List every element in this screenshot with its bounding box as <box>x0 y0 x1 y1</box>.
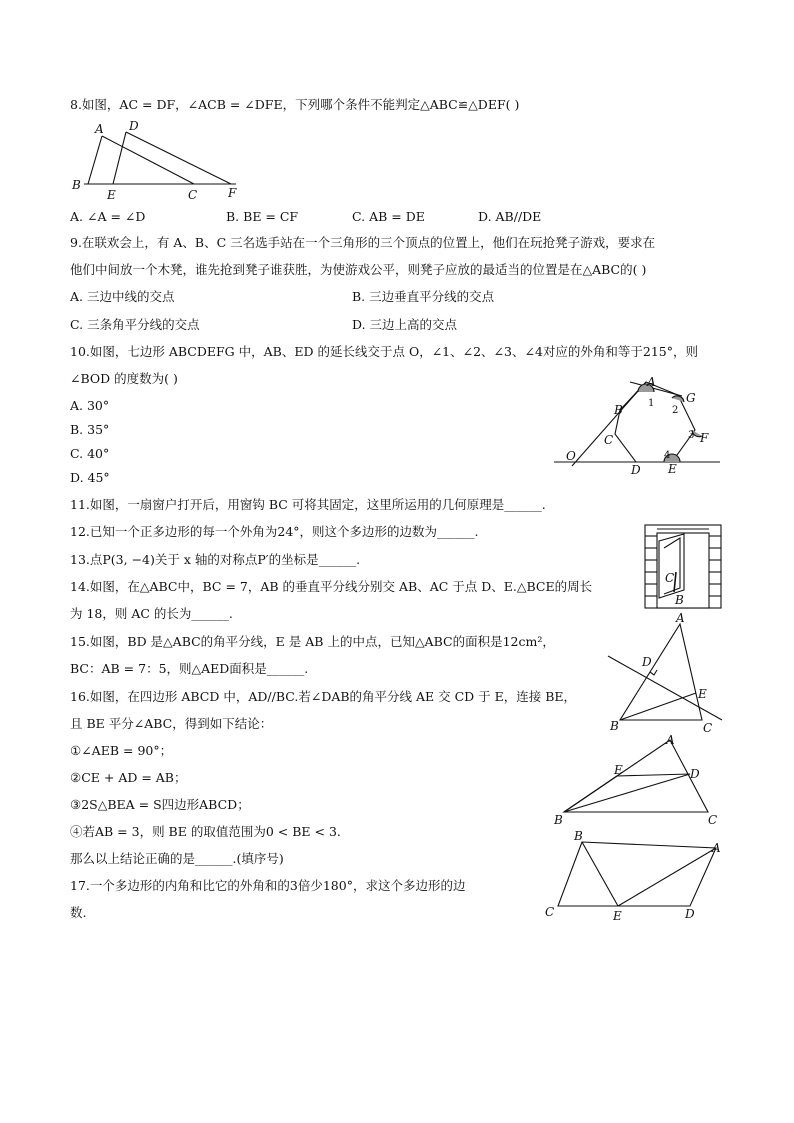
q16-label-c: C <box>545 905 555 919</box>
q10-heptagon-figure <box>552 372 732 477</box>
q10-angle-2: 2 <box>672 405 679 416</box>
q16-conclusion-4: ④若AB = 3，则 BE 的取值范围为0 < BE < 3. <box>70 824 341 839</box>
q8-label-a: A <box>95 122 104 136</box>
q8-label-e: E <box>107 188 116 202</box>
q10-label-g: G <box>686 391 696 405</box>
q10-option-d: D. 45° <box>70 470 110 485</box>
q10-label-d: D <box>631 463 641 477</box>
q16-conclusion-3: ③2S△BEA = S四边形ABCD； <box>70 797 250 812</box>
q8-option-d: D. AB//DE <box>478 209 542 224</box>
q14-line2: 为 18，则 AC 的长为______. <box>70 606 233 621</box>
q10-label-e: E <box>668 462 677 476</box>
q11-window-figure <box>644 524 724 610</box>
q8-option-a: A. ∠A = ∠D <box>70 209 146 224</box>
q9-line2: 他们中间放一个木凳，谁先抢到凳子谁获胜，为使游戏公平，则凳子应放的最适当的位置是在△ABC的( ) <box>70 262 647 277</box>
q9-option-b: B. 三边垂直平分线的交点 <box>352 289 495 304</box>
q16-line1: 16.如图，在四边形 ABCD 中，AD//BC.若∠DAB的角平分线 AE 交 CD 于 E，连接 BE， <box>70 689 577 704</box>
q13-text: 13.点P(3, −4)关于 x 轴的对称点P′的坐标是______. <box>70 552 361 567</box>
q8-label-b: B <box>72 178 81 192</box>
q10-option-a: A. 30° <box>70 398 110 413</box>
q16-conclusion-2: ②CE + AD = AB； <box>70 770 187 785</box>
q17-line2: 数. <box>70 905 87 920</box>
q8-option-c: C. AB = DE <box>352 209 425 224</box>
q16-label-b: B <box>574 829 583 843</box>
q8-label-c: C <box>188 188 198 202</box>
q15-label-c: C <box>708 813 718 827</box>
q9-line1: 9.在联欢会上，有 A、B、C 三名选手站在一个三角形的三个顶点的位置上，他们在玩抢凳子游戏，要求在 <box>70 235 656 250</box>
q14-line1: 14.如图，在△ABC中，BC = 7，AB 的垂直平分线分别交 AB、AC 于点 D、E.△BCE的周长 <box>70 579 593 594</box>
q8-option-b: B. BE = CF <box>226 209 299 224</box>
q15-line2: BC：AB = 7：5，则△AED面积是______. <box>70 661 309 676</box>
q10-angle-1: 1 <box>648 398 655 409</box>
q8-label-f: F <box>228 186 237 200</box>
q8-label-d: D <box>129 119 139 133</box>
q15-line1: 15.如图，BD 是△ABC的角平分线，E 是 AB 上的中点，已知△ABC的面积是12cm²， <box>70 634 555 649</box>
q11-label-c: C <box>665 571 675 585</box>
q8-figure <box>66 118 246 203</box>
q16-label-e: E <box>613 909 622 923</box>
q16-label-a: A <box>712 841 721 855</box>
q8-stem: 8.如图，AC = DF，∠ACB = ∠DFE，下列哪个条件不能判定△ABC≌△DEF( ) <box>70 97 520 112</box>
q10-label-b: B <box>614 403 623 417</box>
q11-label-b: B <box>675 593 684 607</box>
q15-label-b: B <box>554 813 563 827</box>
q14-label-d: D <box>642 655 652 669</box>
q10-label-f: F <box>700 431 709 445</box>
q10-line2: ∠BOD 的度数为( ) <box>70 371 178 386</box>
q16-label-d: D <box>685 907 695 921</box>
q10-label-c: C <box>604 433 614 447</box>
q10-option-c: C. 40° <box>70 446 110 461</box>
q16-conclusion-1: ①∠AEB = 90°； <box>70 743 173 758</box>
q14-label-e: E <box>698 687 707 701</box>
q12-text: 12.已知一个正多边形的每一个外角为24°，则这个多边形的边数为______. <box>70 524 479 539</box>
q10-angle-4: 4 <box>664 450 671 461</box>
q11-text: 11.如图，一扇窗户打开后，用窗钩 BC 可将其固定，这里所运用的几何原理是______. <box>70 497 546 512</box>
q16-ask: 那么以上结论正确的是______.(填序号) <box>70 851 284 866</box>
q17-line1: 17.一个多边形的内角和比它的外角和的3倍少180°，求这个多边形的边 <box>70 878 466 893</box>
q10-label-a: A <box>647 375 656 389</box>
q10-angle-3: 3 <box>688 430 695 441</box>
q9-option-c: C. 三条角平分线的交点 <box>70 317 200 332</box>
q15-label-e: E <box>614 763 623 777</box>
q16-quadrilateral-figure <box>540 826 730 926</box>
q14-triangle-figure <box>606 611 728 735</box>
q15-triangle-figure <box>552 732 720 832</box>
q15-label-d: D <box>690 767 700 781</box>
q14-label-b: B <box>610 719 619 733</box>
q10-option-b: B. 35° <box>70 422 110 437</box>
q14-label-a: A <box>676 611 685 625</box>
q15-label-a: A <box>666 733 675 747</box>
q9-option-d: D. 三边上高的交点 <box>352 317 458 332</box>
q16-line2: 且 BE 平分∠ABC，得到如下结论： <box>70 716 273 731</box>
q14-label-c: C <box>703 721 713 735</box>
q10-line1: 10.如图，七边形 ABCDEFG 中，AB、ED 的延长线交于点 O，∠1、∠2、∠3、∠4对应的外角和等于215°，则 <box>70 344 699 359</box>
q9-option-a: A. 三边中线的交点 <box>70 289 175 304</box>
q10-label-o: O <box>566 449 576 463</box>
